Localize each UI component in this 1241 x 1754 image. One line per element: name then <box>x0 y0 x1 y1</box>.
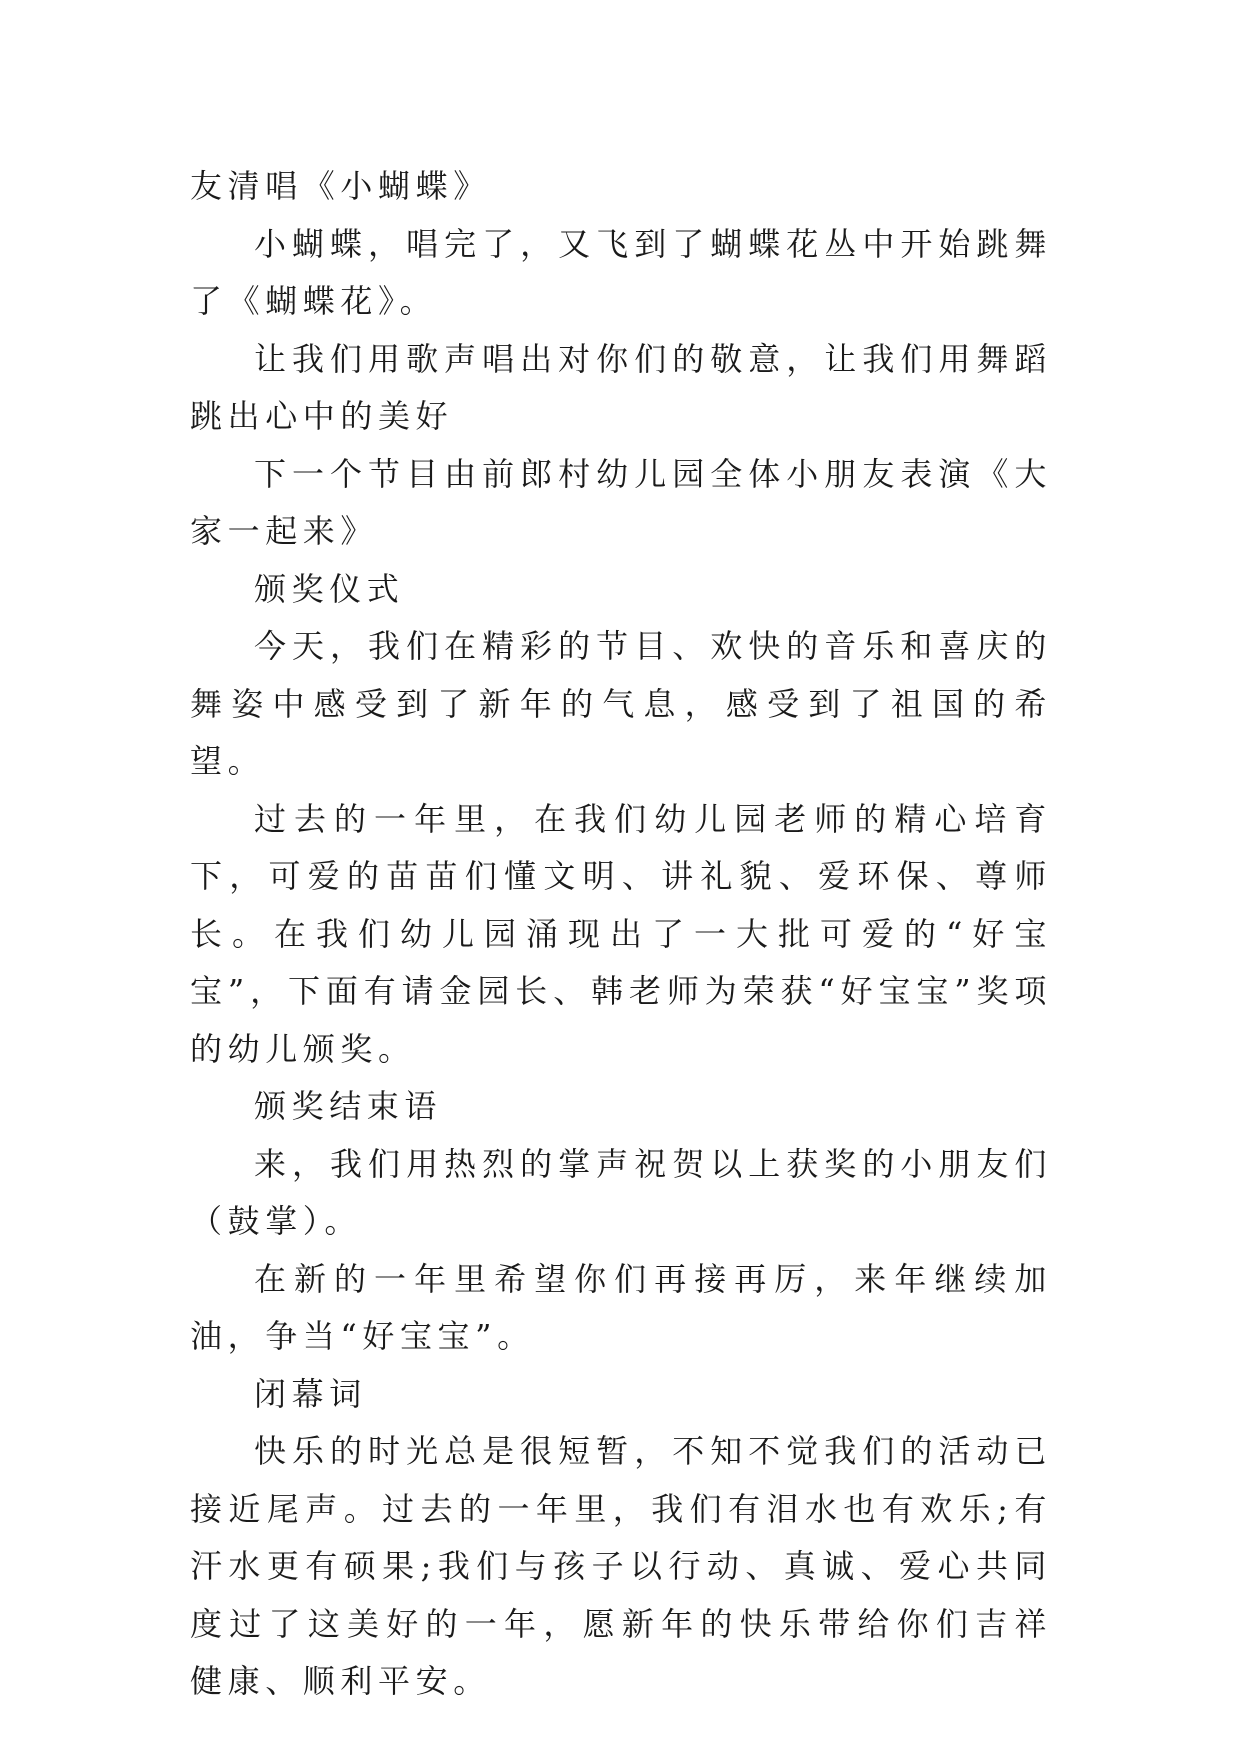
heading-closing-speech: 闭幕词 <box>254 1374 367 1413</box>
paragraph-butterfly-dance: 小蝴蝶，唱完了，又飞到了蝴蝶花丛中开始跳舞了《蝴蝶花》。 <box>190 224 1052 320</box>
paragraph-new-year-hope: 在新的一年里希望你们再接再厉，来年继续加油，争当“好宝宝”。 <box>190 1259 1052 1355</box>
paragraph-closing-text: 快乐的时光总是很短暂，不知不觉我们的活动已接近尾声。过去的一年里，我们有泪水也有欢乐;有汗水更有硕果;我们与孩子以行动、真诚、爱心共同度过了这美好的一年，愿新年的快乐带给你们吉祥健康、顺利平安。 <box>190 1432 1052 1700</box>
paragraph-applause: 来，我们用热烈的掌声祝贺以上获奖的小朋友们（鼓掌）。 <box>190 1144 1052 1240</box>
paragraph-past-year: 过去的一年里，在我们幼儿园老师的精心培育下，可爱的苗苗们懂文明、讲礼貌、爱环保、尊师长。在我们幼儿园涌现出了一大批可爱的“好宝宝”，下面有请金园长、韩老师为荣获“好宝宝”奖项的幼儿颁奖。 <box>190 799 1052 1068</box>
paragraph-next-program: 下一个节目由前郎村幼儿园全体小朋友表演《大家一起来》 <box>190 454 1052 550</box>
paragraph-today: 今天，我们在精彩的节目、欢快的音乐和喜庆的舞姿中感受到了新年的气息，感受到了祖国的希望。 <box>190 627 1052 780</box>
paragraph-song-title: 友清唱《小蝴蝶》 <box>190 167 491 205</box>
document-body <box>190 158 1052 1711</box>
heading-award-closing: 颁奖结束语 <box>254 1087 443 1125</box>
heading-award-ceremony: 颁奖仪式 <box>254 569 405 608</box>
paragraph-song-respect: 让我们用歌声唱出对你们的敬意，让我们用舞蹈跳出心中的美好 <box>190 339 1052 435</box>
